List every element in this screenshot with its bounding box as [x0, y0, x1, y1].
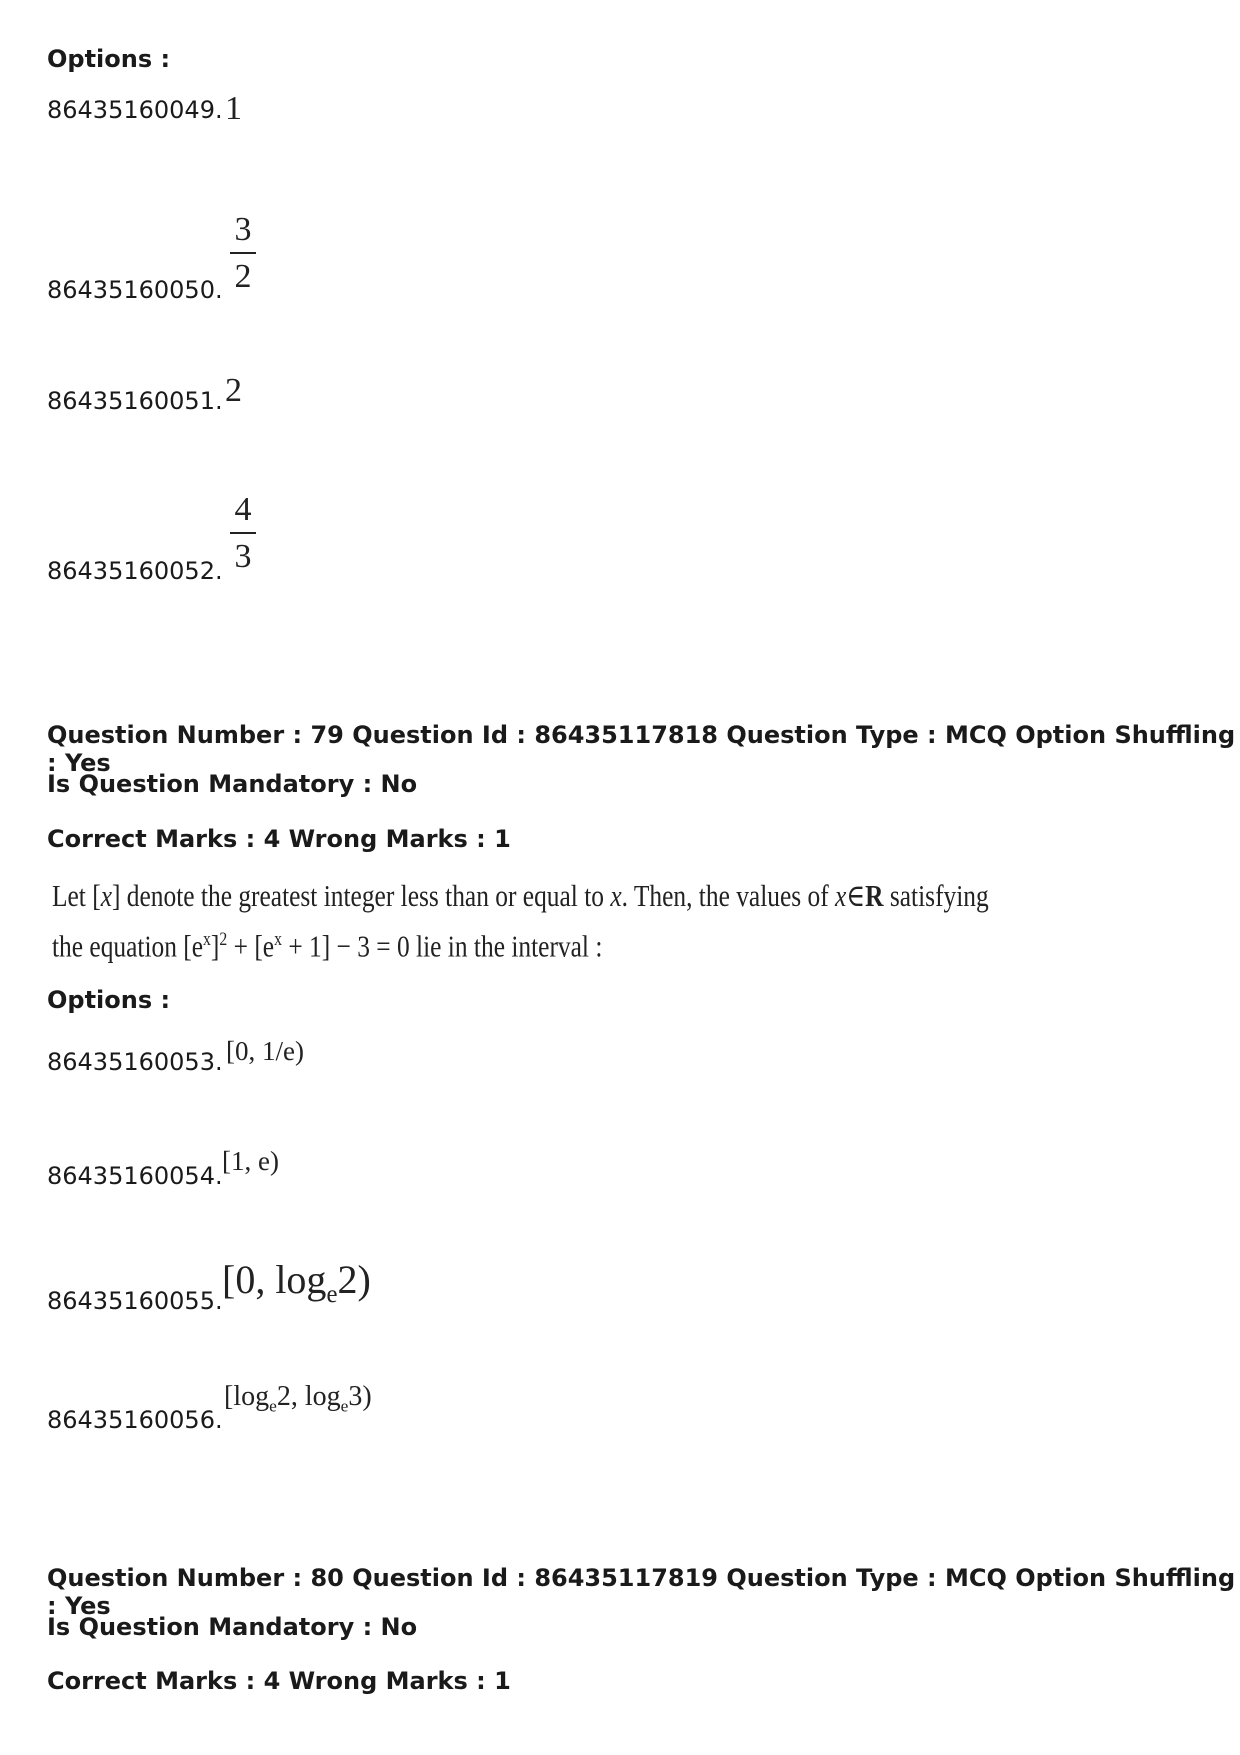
option-value: [1, e): [222, 1146, 279, 1176]
fraction-bar: [230, 532, 256, 534]
option-row[interactable]: [47, 1287, 223, 1315]
option-id: 86435160052.: [47, 557, 223, 585]
option-fraction: [230, 210, 256, 296]
question-text-line2: the equation $[e^x]^2 + [e^x + 1] - 3 = 0$ lie in the interval :: [52, 928, 603, 964]
option-id: 86435160051.: [47, 387, 223, 415]
option-value: [$\log_e2$, $\log_e3$): [224, 1381, 372, 1416]
option-value: [0, 1/e): [226, 1036, 304, 1066]
question-header: Question Number : 79 Question Id : 86435117818 Question Type : MCQ Option Shuffling : Yes: [47, 721, 1236, 777]
option-row[interactable]: [47, 1048, 223, 1076]
option-fraction: [230, 490, 256, 576]
option-id: 86435160050.: [47, 276, 223, 304]
question-mandatory: Is Question Mandatory : No: [47, 1613, 418, 1641]
option-id: 86435160053.: [47, 1048, 223, 1076]
fraction-bar: [230, 252, 256, 254]
option-value: 2: [225, 372, 242, 409]
fraction-denominator: 3: [234, 538, 252, 576]
question-marks: Correct Marks : 4 Wrong Marks : 1: [47, 825, 511, 853]
option-id: 86435160049.: [47, 96, 223, 124]
option-row[interactable]: [47, 276, 223, 304]
question-text-line1: Let [x] denote the greatest integer less than or equal to x. Then, the values of x∈R satisfying: [52, 878, 989, 913]
option-row[interactable]: [47, 1162, 223, 1190]
fraction-numerator: 4: [234, 491, 252, 528]
option-value: 1: [225, 90, 242, 127]
option-row[interactable]: [47, 1406, 223, 1434]
question-text: [52, 874, 989, 968]
option-value: [0, $\log_e2$): [222, 1257, 371, 1308]
question-header: Question Number : 80 Question Id : 86435117819 Question Type : MCQ Option Shuffling : Yes: [47, 1564, 1236, 1620]
options-heading: Options :: [47, 986, 171, 1014]
fraction-numerator: 3: [234, 211, 252, 248]
option-row[interactable]: [47, 96, 223, 124]
option-id: 86435160056.: [47, 1406, 223, 1434]
fraction-denominator: 2: [234, 258, 252, 296]
question-mandatory: Is Question Mandatory : No: [47, 770, 418, 798]
option-id: 86435160055.: [47, 1287, 223, 1315]
option-row[interactable]: [47, 387, 223, 415]
option-row[interactable]: [47, 557, 223, 585]
option-id: 86435160054.: [47, 1162, 223, 1190]
options-heading: Options :: [47, 45, 171, 73]
question-marks: Correct Marks : 4 Wrong Marks : 1: [47, 1667, 511, 1695]
